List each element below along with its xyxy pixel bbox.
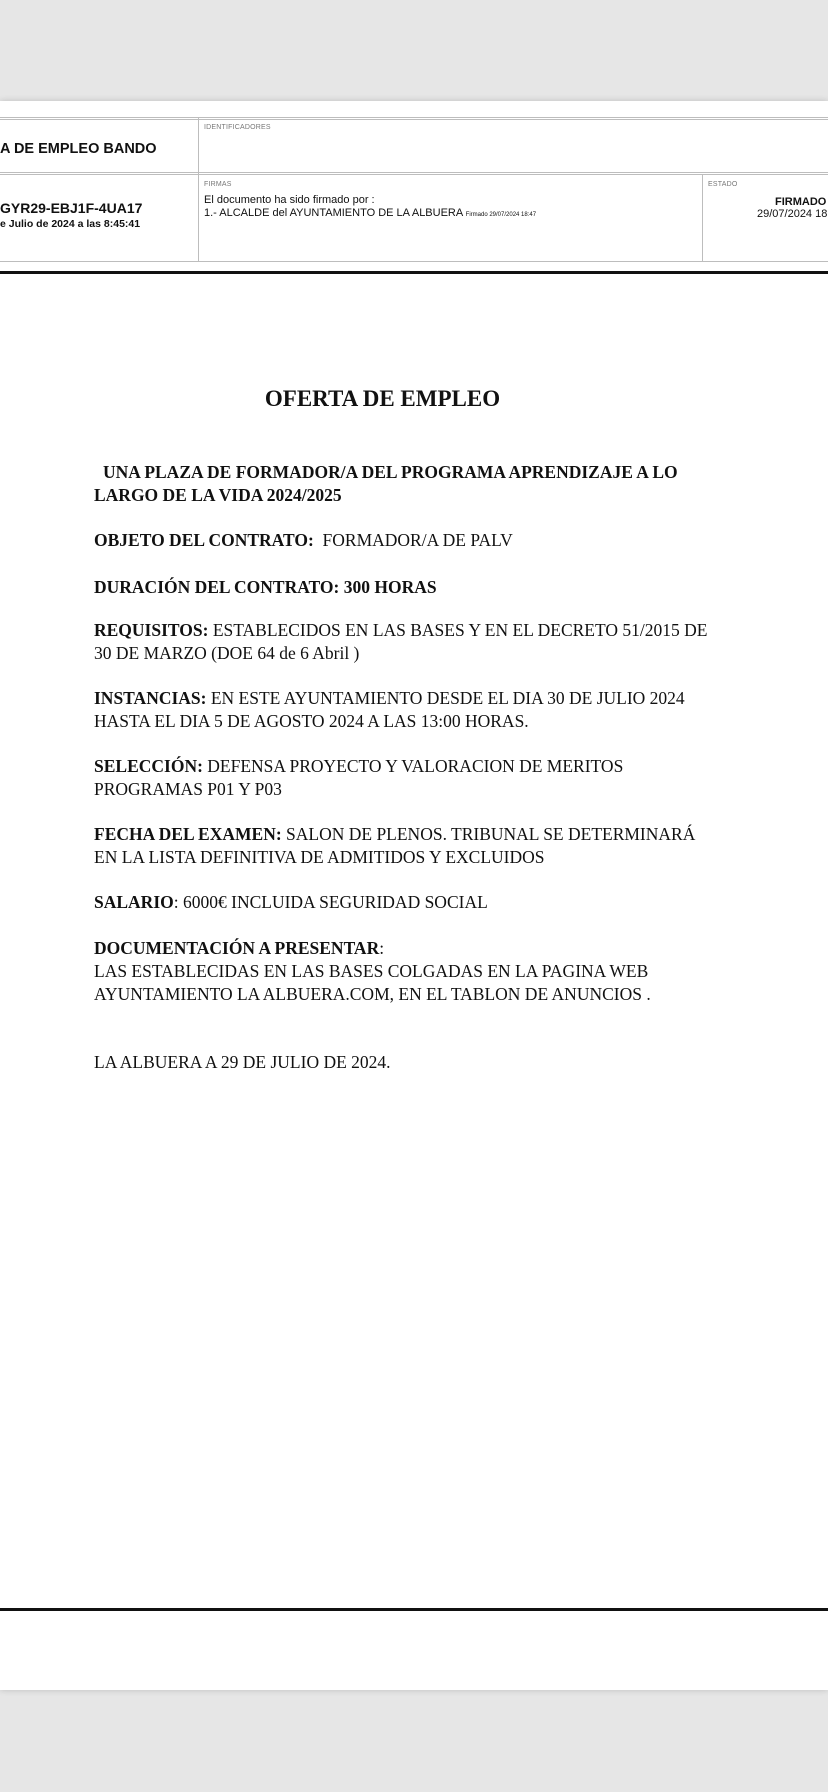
salario-value: : 6000€ INCLUIDA SEGURIDAD SOCIAL	[173, 892, 488, 912]
estado-date: 29/07/2024 18	[757, 208, 828, 220]
objeto-label: OBJETO DEL CONTRATO:	[94, 530, 314, 550]
instancias-line-1: EN ESTE AYUNTAMIENTO DESDE EL DIA 30 DE JULIO 2024	[210, 688, 685, 708]
duracion-text: DURACIÓN DEL CONTRATO: 300 HORAS	[94, 577, 437, 597]
firmas-timestamp: Firmado 29/07/2024 18:47	[465, 212, 537, 218]
estado-value: FIRMADO	[775, 196, 827, 208]
footer-rule	[0, 1608, 828, 1611]
objeto-paragraph	[94, 529, 754, 552]
header-divider-2	[702, 174, 703, 262]
identificadores-label: IDENTIFICADORES	[204, 124, 271, 131]
fecha-line-2: EN LA LISTA DEFINITIVA DE ADMITIDOS Y EXCLUIDOS	[94, 847, 545, 867]
signature-header	[0, 117, 828, 275]
closing-paragraph	[94, 1051, 754, 1074]
firmas-line-1: El documento ha sido firmado por :	[204, 194, 375, 206]
document-title: A DE EMPLEO BANDO	[0, 141, 157, 157]
plaza-line-2: LARGO DE LA VIDA 2024/2025	[94, 485, 342, 505]
salario-label: SALARIO	[94, 892, 174, 912]
page-title: OFERTA DE EMPLEO	[264, 386, 501, 411]
documentacion-colon: :	[379, 938, 385, 958]
fecha-paragraph	[94, 823, 754, 869]
verification-code: GYR29-EBJ1F-4UA17	[0, 200, 143, 216]
estado-label: ESTADO	[708, 181, 738, 188]
firmas-signer: 1.- ALCALDE del AYUNTAMIENTO DE LA ALBUERA	[204, 207, 463, 219]
documentacion-paragraph	[94, 937, 754, 1006]
instancias-label: INSTANCIAS:	[94, 688, 207, 708]
header-mid-line	[0, 172, 828, 173]
firmas-line-2	[204, 207, 536, 219]
header-rule	[0, 271, 828, 274]
header-bottom-line	[0, 261, 828, 262]
requisitos-line-1: ESTABLECIDOS EN LAS BASES Y EN EL DECRETO 51/2015 DE	[212, 620, 708, 640]
header-divider-1	[198, 117, 199, 262]
seleccion-label: SELECCIÓN:	[94, 756, 203, 776]
plaza-line-1: UNA PLAZA DE FORMADOR/A DEL PROGRAMA APRENDIZAJE A LO	[103, 462, 678, 482]
documentacion-line-2: AYUNTAMIENTO LA ALBUERA.COM, EN EL TABLON DE ANUNCIOS .	[94, 984, 651, 1004]
fecha-label: FECHA DEL EXAMEN:	[94, 824, 282, 844]
seleccion-paragraph	[94, 755, 754, 801]
documentacion-label: DOCUMENTACIÓN A PRESENTAR	[94, 938, 380, 958]
fecha-line-1: SALON DE PLENOS. TRIBUNAL SE DETERMINARÁ	[286, 824, 696, 844]
objeto-value: FORMADOR/A DE PALV	[322, 530, 513, 550]
requisitos-label: REQUISITOS:	[94, 620, 209, 640]
verification-date: e Julio de 2024 a las 8:45:41	[0, 218, 141, 230]
requisitos-line-2: 30 DE MARZO (DOE 64 de 6 Abril )	[94, 643, 360, 663]
header-mid-line-2	[0, 174, 828, 175]
salario-paragraph	[94, 891, 754, 914]
firmas-label: FIRMAS	[204, 181, 232, 188]
instancias-line-2: HASTA EL DIA 5 DE AGOSTO 2024 A LAS 13:00 HORAS.	[94, 711, 529, 731]
plaza-paragraph	[94, 461, 754, 507]
instancias-paragraph	[94, 687, 754, 733]
header-top-line	[0, 117, 828, 118]
duracion-paragraph	[94, 576, 754, 599]
requisitos-paragraph	[94, 619, 754, 665]
documentacion-line-1: LAS ESTABLECIDAS EN LAS BASES COLGADAS EN LA PAGINA WEB	[94, 961, 649, 981]
document-page	[0, 101, 828, 1690]
seleccion-line-2: PROGRAMAS P01 Y P03	[94, 779, 282, 799]
seleccion-line-1: DEFENSA PROYECTO Y VALORACION DE MERITOS	[207, 756, 624, 776]
header-top-line-2	[0, 119, 828, 120]
closing-text: LA ALBUERA A 29 DE JULIO DE 2024.	[94, 1052, 391, 1072]
